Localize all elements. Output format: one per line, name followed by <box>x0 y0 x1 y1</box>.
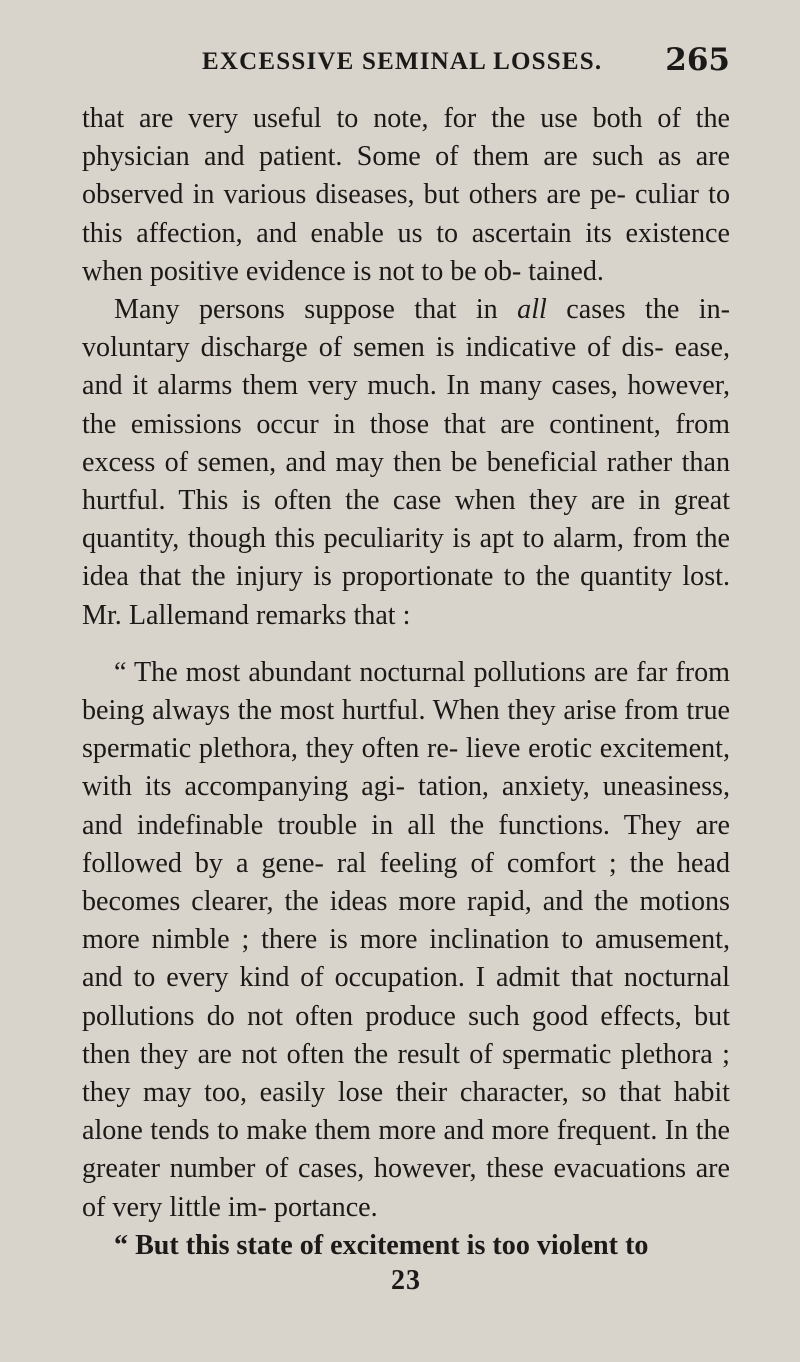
paragraph-2 <box>82 291 730 635</box>
body-text <box>82 100 730 1265</box>
signature-mark: 23 <box>391 1265 421 1297</box>
paragraph-1: that are very useful to note, for the use both of the physician and patient. Some of them are such as are observed in various diseases, but others are pe- culiar to this affection, and enable us to ascertain its existence when positive evidence is not to be ob- tained. <box>82 103 730 287</box>
page-header <box>82 0 730 80</box>
paragraph-2-emphasis: all <box>517 294 547 326</box>
running-head: EXCESSIVE SEMINAL LOSSES. <box>202 48 603 75</box>
quotation-paragraph: “ The most abundant nocturnal pollutions are far from being always the most hurtful. When they arise from true spermatic plethora, they often re- lieve erotic excitement, with its accompanying agi- tation, anxiety, uneasiness, and indefinable trouble in all the functions. They are followed by a gene- ral feeling of comfort ; the head becomes clearer, the ideas more rapid, and the motions more nimble ; there is more inclination to amusement, and to every kind of occupation. I admit that nocturnal pollutions do not often produce such good effects, but then they are not often the result of spermatic plethora ; they may too, easily lose their character, so that habit alone tends to make them more and more frequent. In the greater number of cases, however, these evacuations are of very little im- portance. <box>82 656 730 1223</box>
paragraph-2-rest: cases the in- voluntary discharge of semen is indicative of dis- ease, and it alarms them very much. In many cases, however, the emissions occur in those that are continent, from excess of semen, and may then be beneficial rather than hurtful. This is often the case when they are in great quantity, though this peculiarity is apt to alarm, from the idea that the injury is proportionate to the quantity lost. Mr. Lallemand remarks that : <box>82 294 730 631</box>
page-number: 265 <box>665 42 730 78</box>
paragraph-4: “ But this state of excitement is too violent to <box>114 1229 649 1261</box>
paragraph-2-start: Many persons suppose that in <box>114 294 518 326</box>
